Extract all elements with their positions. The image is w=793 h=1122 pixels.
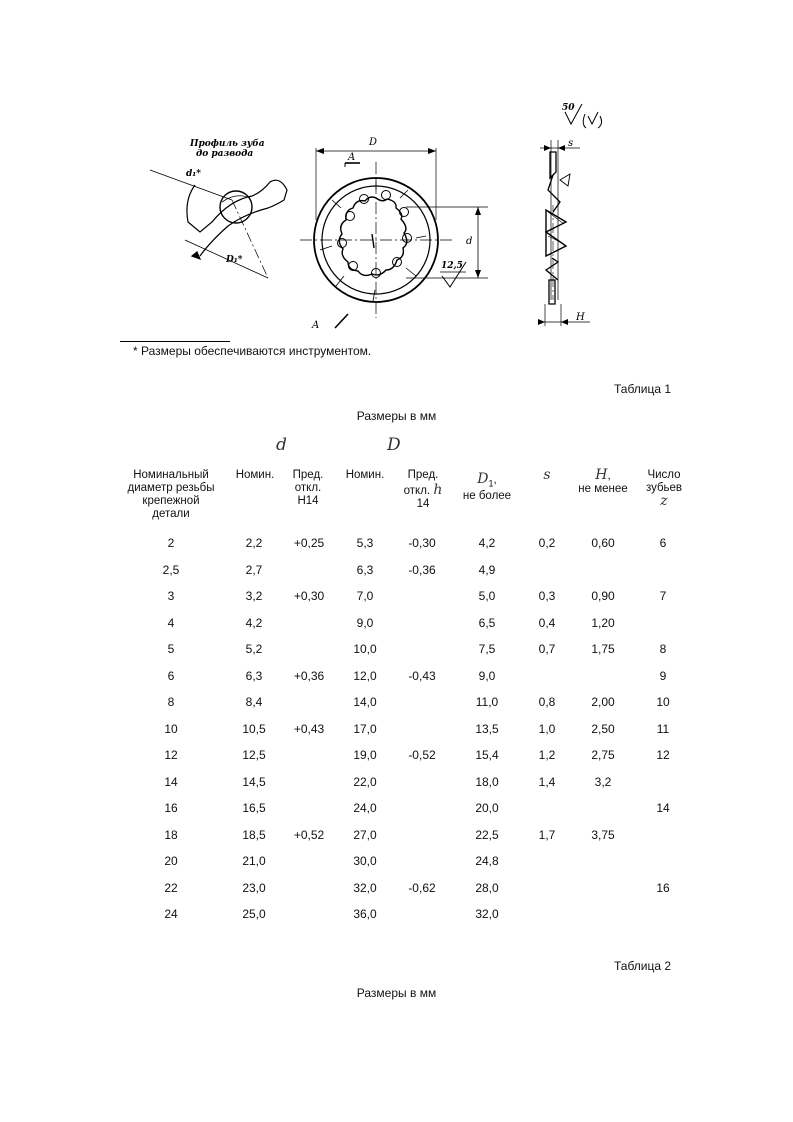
cell-D1: 5,0 — [478, 589, 496, 603]
label-A-bottom: A — [312, 320, 320, 331]
cell-H: 1,75 — [591, 642, 615, 656]
cell-nominal-diameter: 22 — [164, 880, 178, 895]
cell-D1: 28,0 — [475, 880, 499, 895]
cell-s: 0,3 — [538, 589, 556, 603]
cell-D-nominal: 17,0 — [353, 721, 377, 736]
cell-H: 0,60 — [591, 536, 615, 550]
cell-teeth-count: 10 — [656, 695, 670, 709]
cell-nominal-diameter: 20 — [164, 854, 178, 868]
cell-D1: 11,0 — [475, 695, 499, 709]
cell-D-nominal: 12,0 — [353, 668, 377, 683]
cell-nominal-diameter: 3 — [167, 589, 175, 603]
cell-d-nominal: 10,5 — [242, 721, 266, 736]
cell-teeth-count: 11 — [656, 721, 670, 736]
cell-D1: 7,5 — [478, 642, 496, 656]
symbol-s: s — [543, 467, 551, 483]
cell-teeth-count: 12 — [656, 748, 670, 762]
cell-D1: 9,0 — [478, 668, 496, 683]
header-D-tolerance: Пред. откл. h 14 — [403, 469, 443, 510]
label-A-top: A — [348, 152, 356, 163]
profile-note-line2: до развода — [196, 149, 254, 159]
cell-D1: 24,8 — [475, 854, 499, 868]
cell-nominal-diameter: 14 — [164, 774, 178, 789]
header-d-nominal: Номин. — [235, 469, 275, 481]
cell-s: 0,7 — [538, 642, 556, 656]
cell-d-tolerance: +0,30 — [293, 589, 325, 603]
cell-D-nominal: 36,0 — [353, 907, 377, 921]
cell-nominal-diameter: 16 — [164, 801, 178, 815]
cell-d-tolerance: +0,43 — [293, 721, 325, 736]
cell-teeth-count: 9 — [659, 668, 667, 683]
cell-teeth-count: 7 — [659, 589, 667, 603]
symbol-D1: D — [477, 471, 489, 487]
cell-s: 0,4 — [538, 615, 556, 630]
cell-d-nominal: 4,2 — [245, 615, 263, 630]
cell-H: 2,00 — [591, 695, 615, 709]
cell-D-tolerance: -0,30 — [408, 536, 436, 550]
cell-D-nominal: 19,0 — [353, 748, 377, 762]
header-teeth-count: Число зубьев z — [645, 469, 683, 509]
cell-s: 1,2 — [538, 748, 556, 762]
cell-H: 1,20 — [591, 615, 615, 630]
symbol-z: z — [660, 493, 668, 509]
label-D1-star: D₁* — [226, 255, 243, 265]
cell-nominal-diameter: 18 — [164, 827, 178, 842]
cell-d-tolerance: +0,52 — [293, 827, 325, 842]
cell-H: 2,50 — [591, 721, 615, 736]
cell-D-tolerance: -0,36 — [408, 562, 436, 577]
header-D1: $D_1$, не более — [462, 471, 512, 503]
cell-D-nominal: 9,0 — [356, 615, 374, 630]
washer-front-view — [300, 148, 488, 328]
profile-note-line1: Профиль зуба — [190, 139, 265, 149]
cell-D-nominal: 32,0 — [353, 880, 377, 895]
cell-d-nominal: 16,5 — [242, 801, 266, 815]
table1-label: Таблица 1 — [614, 382, 672, 396]
cell-D-nominal: 22,0 — [353, 774, 377, 789]
table2-label: Таблица 2 — [614, 959, 672, 973]
header-d-tolerance: Пред. откл. H14 — [292, 469, 324, 507]
cell-H: 0,90 — [591, 589, 615, 603]
roughness-50: 50 — [562, 103, 575, 113]
cell-D-tolerance: -0,43 — [408, 668, 436, 683]
footnote-rule — [120, 341, 230, 342]
symbol-h: h — [433, 482, 443, 498]
label-D: D — [369, 137, 378, 148]
group-symbol-d: d — [276, 435, 287, 455]
cell-s: 1,0 — [538, 721, 556, 736]
label-H: H — [576, 312, 585, 323]
cell-nominal-diameter: 4 — [167, 615, 175, 630]
cell-D-nominal: 7,0 — [356, 589, 374, 603]
cell-d-nominal: 12,5 — [242, 748, 266, 762]
cell-D-tolerance: -0,52 — [408, 748, 436, 762]
cell-s: 0,8 — [538, 695, 556, 709]
cell-D-nominal: 14,0 — [353, 695, 377, 709]
cell-teeth-count: 6 — [659, 536, 667, 550]
cell-nominal-diameter: 5 — [167, 642, 175, 656]
label-s: s — [568, 138, 574, 149]
washer-technical-drawing — [0, 0, 793, 340]
cell-d-tolerance: +0,36 — [293, 668, 325, 683]
roughness-12-5: 12,5 — [441, 261, 463, 271]
table2-subtitle: Размеры в мм — [356, 986, 437, 1000]
label-d: d — [466, 236, 473, 247]
cell-nominal-diameter: 2 — [167, 536, 175, 550]
cell-D-tolerance: -0,62 — [408, 880, 436, 895]
cell-H: 3,2 — [594, 774, 612, 789]
tooth-profile-detail — [150, 170, 287, 278]
table1-subtitle: Размеры в мм — [356, 409, 437, 423]
cell-D1: 4,2 — [478, 536, 496, 550]
group-symbol-D: D — [387, 435, 401, 455]
header-D-nominal: Номин. — [345, 469, 385, 481]
cell-s: 1,7 — [538, 827, 556, 842]
header-s — [532, 469, 562, 483]
cell-d-nominal: 8,4 — [245, 695, 263, 709]
cell-d-nominal: 5,2 — [245, 642, 263, 656]
cell-D1: 4,9 — [478, 562, 496, 577]
cell-d-nominal: 14,5 — [242, 774, 266, 789]
cell-d-nominal: 2,7 — [245, 562, 263, 577]
cell-D-nominal: 5,3 — [356, 536, 374, 550]
header-H: H, не менее — [578, 467, 628, 495]
cell-teeth-count: 8 — [659, 642, 667, 656]
cell-s: 0,2 — [538, 536, 556, 550]
cell-D-nominal: 30,0 — [353, 854, 377, 868]
cell-D1: 22,5 — [475, 827, 499, 842]
cell-D-nominal: 27,0 — [353, 827, 377, 842]
cell-D1: 20,0 — [475, 801, 499, 815]
cell-d-nominal: 6,3 — [245, 668, 263, 683]
cell-D1: 18,0 — [475, 774, 499, 789]
header-nominal-diameter: Номинальный диаметр резьбы крепежной детали — [127, 469, 215, 520]
cell-H: 2,75 — [591, 748, 615, 762]
cell-d-nominal: 25,0 — [242, 907, 266, 921]
cell-teeth-count: 16 — [656, 880, 670, 895]
cell-nominal-diameter: 8 — [167, 695, 175, 709]
cell-d-nominal: 18,5 — [242, 827, 266, 842]
cell-D1: 15,4 — [475, 748, 499, 762]
cell-nominal-diameter: 10 — [164, 721, 178, 736]
symbol-H: H — [595, 467, 608, 483]
cell-nominal-diameter: 6 — [167, 668, 175, 683]
cell-D1: 32,0 — [475, 907, 499, 921]
cell-d-nominal: 3,2 — [245, 589, 263, 603]
cell-s: 1,4 — [538, 774, 556, 789]
cell-D-nominal: 10,0 — [353, 642, 377, 656]
cell-nominal-diameter: 12 — [164, 748, 178, 762]
cell-nominal-diameter: 24 — [164, 907, 178, 921]
cell-d-nominal: 2,2 — [245, 536, 263, 550]
cell-teeth-count: 14 — [656, 801, 670, 815]
cell-D1: 13,5 — [475, 721, 499, 736]
cell-d-nominal: 21,0 — [242, 854, 266, 868]
label-d1-star: d₁* — [186, 169, 201, 179]
footnote: * Размеры обеспечиваются инструментом. — [133, 344, 372, 358]
cell-d-nominal: 23,0 — [242, 880, 266, 895]
cell-d-tolerance: +0,25 — [293, 536, 325, 550]
cell-D-nominal: 24,0 — [353, 801, 377, 815]
cell-D1: 6,5 — [478, 615, 496, 630]
cell-D-nominal: 6,3 — [356, 562, 374, 577]
cell-H: 3,75 — [591, 827, 615, 842]
cell-nominal-diameter: 2,5 — [162, 562, 180, 577]
